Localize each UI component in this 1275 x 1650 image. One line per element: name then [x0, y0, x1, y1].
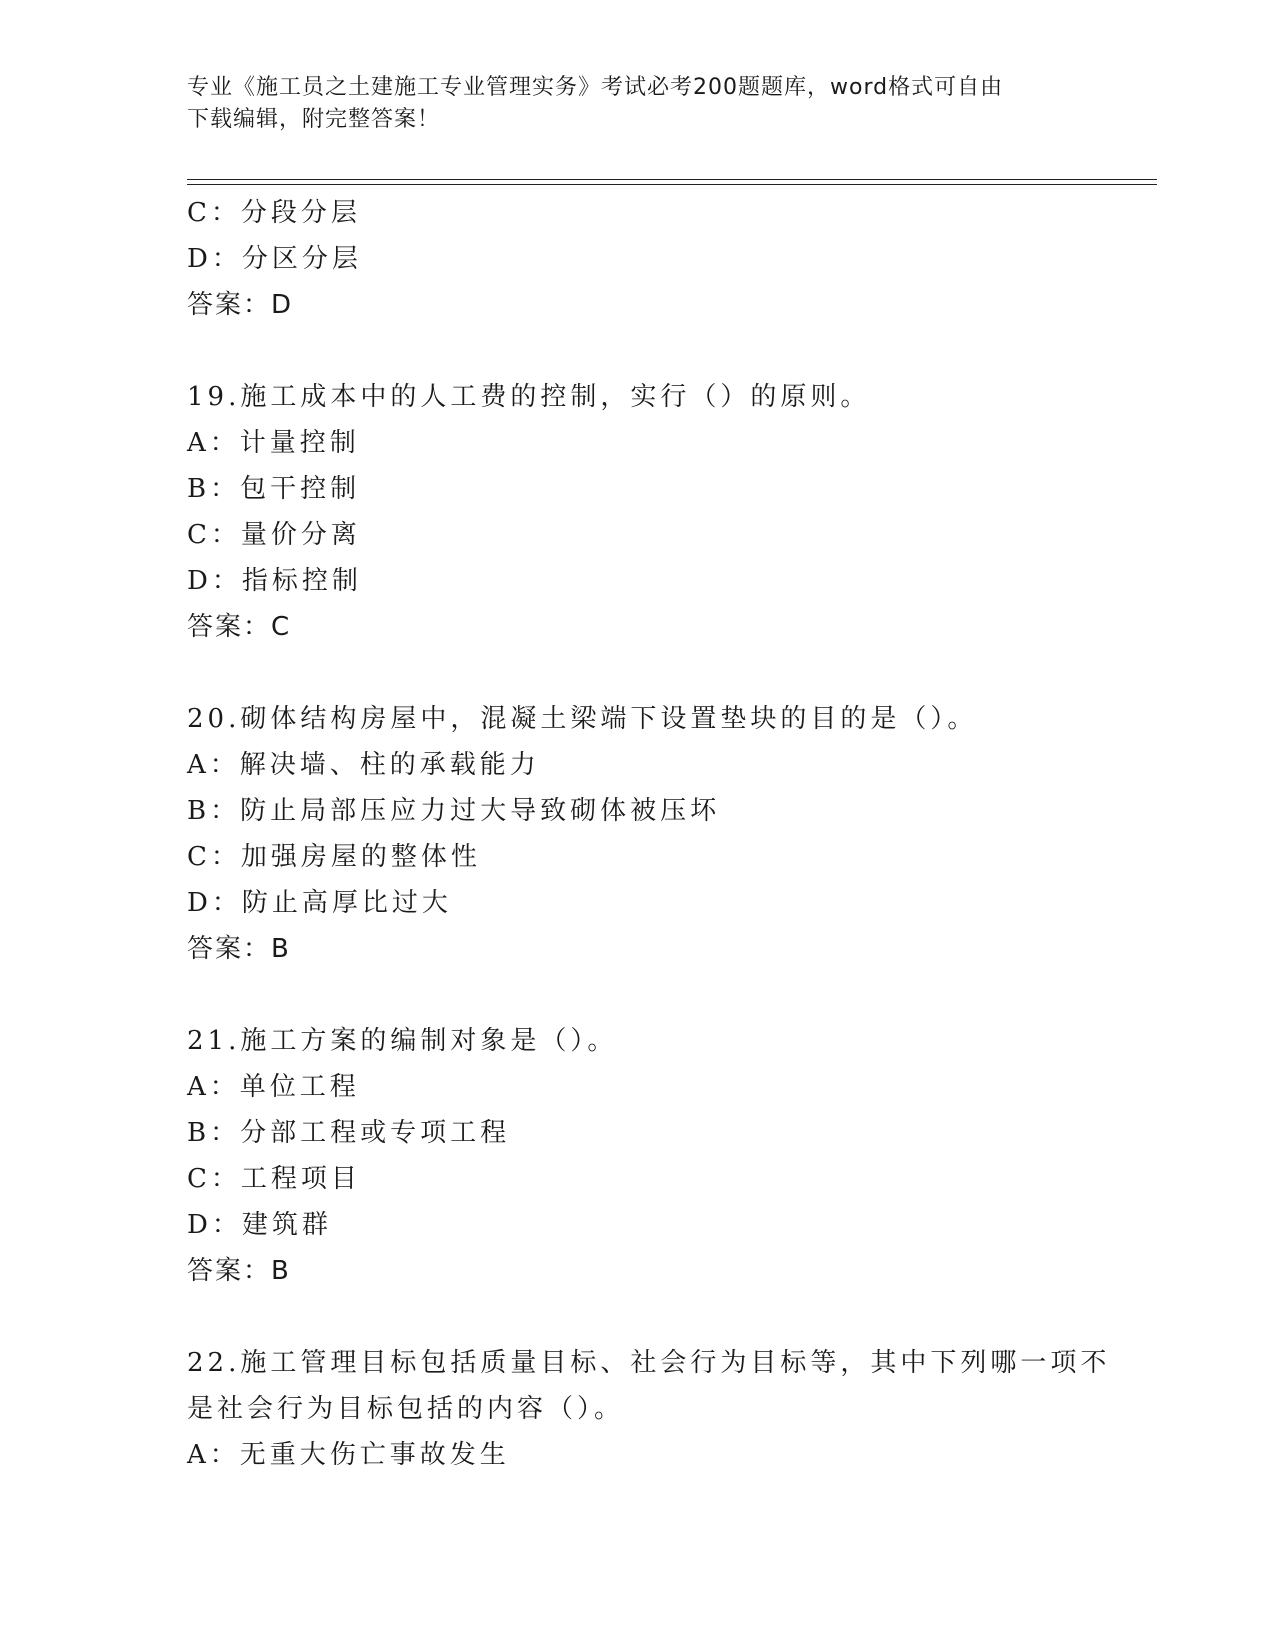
option-b: B：防止局部压应力过大导致砌体被压坏 [187, 796, 721, 826]
header-divider-bottom [187, 184, 1157, 185]
spacer [187, 328, 1147, 374]
option-a: A：无重大伤亡事故发生 [187, 1440, 510, 1470]
answer-line: 答案：D [187, 290, 294, 320]
option-a: A：解决墙、柱的承载能力 [187, 750, 540, 780]
header-line-1: 专业《施工员之土建施工专业管理实务》考试必考200题题库，word格式可自由 [187, 75, 1004, 100]
question-block-19 [187, 374, 1147, 650]
option-c: C：分段分层 [187, 198, 361, 228]
option-b: B：分部工程或专项工程 [187, 1118, 511, 1148]
answer-line: 答案：B [187, 1256, 291, 1286]
question-block-21 [187, 1018, 1147, 1294]
question-block-18 [187, 190, 1147, 328]
document-header [187, 72, 1087, 136]
header-divider-top [187, 179, 1157, 180]
question-text-line-1: 22.施工管理目标包括质量目标、社会行为目标等，其中下列哪一项不 [187, 1348, 1111, 1378]
question-block-20 [187, 696, 1147, 972]
question-text: 21.施工方案的编制对象是（）。 [187, 1026, 618, 1056]
answer-line: 答案：C [187, 612, 292, 642]
question-text: 20.砌体结构房屋中，混凝土梁端下设置垫块的目的是（）。 [187, 704, 978, 734]
option-d: D：防止高厚比过大 [187, 888, 452, 918]
answer-line: 答案：B [187, 934, 291, 964]
spacer [187, 650, 1147, 696]
spacer [187, 972, 1147, 1018]
option-d: D：分区分层 [187, 244, 362, 274]
question-text-line-2: 是社会行为目标包括的内容（）。 [187, 1394, 625, 1424]
option-c: C：工程项目 [187, 1164, 361, 1194]
header-line-2: 下载编辑，附完整答案！ [187, 107, 441, 132]
spacer [187, 1294, 1147, 1340]
option-c: C：量价分离 [187, 520, 361, 550]
question-text: 19.施工成本中的人工费的控制，实行（）的原则。 [187, 382, 871, 412]
option-c: C：加强房屋的整体性 [187, 842, 481, 872]
question-block-22 [187, 1340, 1147, 1478]
option-d: D：建筑群 [187, 1210, 332, 1240]
option-a: A：单位工程 [187, 1072, 360, 1102]
option-a: A：计量控制 [187, 428, 360, 458]
option-b: B：包干控制 [187, 474, 361, 504]
option-d: D：指标控制 [187, 566, 362, 596]
question-list [187, 190, 1147, 1478]
